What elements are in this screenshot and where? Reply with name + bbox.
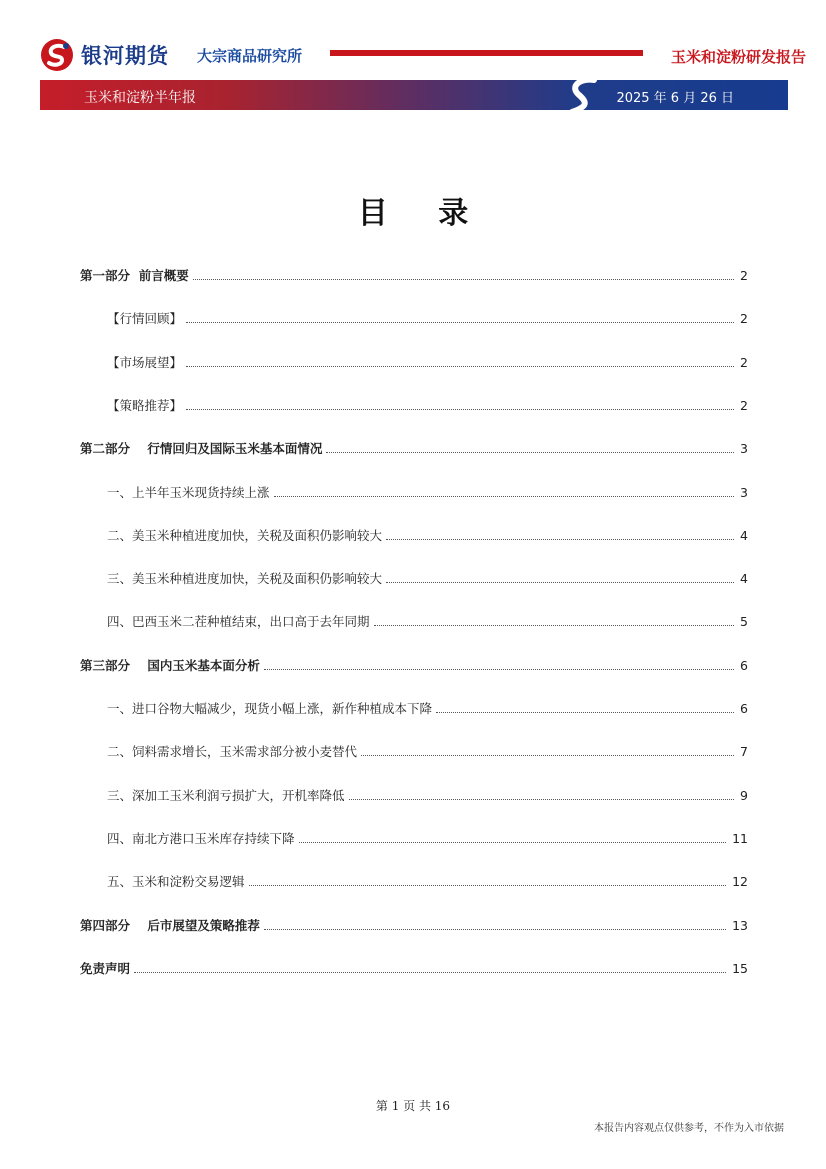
toc-entry[interactable] <box>80 829 748 847</box>
toc-entry-page: 6 <box>740 701 748 716</box>
toc-entry[interactable] <box>80 959 748 977</box>
dot-leader <box>186 321 734 323</box>
toc-entry-page: 12 <box>732 874 748 889</box>
toc-entry-page: 5 <box>740 614 748 629</box>
toc-entry-page: 4 <box>740 528 748 543</box>
dot-leader <box>274 495 735 497</box>
dot-leader <box>264 668 734 670</box>
dot-leader <box>386 538 734 540</box>
header-divider <box>330 50 643 56</box>
toc-entry[interactable] <box>80 526 748 544</box>
swoosh-logo-icon <box>560 76 606 116</box>
dot-leader <box>299 841 727 843</box>
toc-entry-label: 第二部分 行情回归及国际玉米基本面情况 <box>80 441 323 456</box>
toc-entry[interactable] <box>80 266 748 284</box>
toc-entry-label: 【行情回顾】 <box>107 311 183 326</box>
toc-entry[interactable] <box>80 656 748 674</box>
report-type: 玉米和淀粉研发报告 <box>670 48 806 66</box>
footer-disclaimer: 本报告内容观点仅供参考，不作为入市依据 <box>594 1123 784 1134</box>
toc-entry[interactable] <box>80 742 748 760</box>
galaxy-logo-icon <box>40 38 74 72</box>
toc-entry-label: 三、美玉米种植进度加快，关税及面积仍影响较大 <box>107 571 383 586</box>
page-indicator: 第 1 页 共 16 <box>375 1099 451 1113</box>
toc-entry-label: 第一部分 前言概要 <box>80 268 189 283</box>
toc-entry-label: 二、饲料需求增长，玉米需求部分被小麦替代 <box>107 744 358 759</box>
toc-entry-page: 3 <box>740 485 748 500</box>
dot-leader <box>134 971 726 973</box>
dot-leader <box>436 711 734 713</box>
toc-entry-label: 四、巴西玉米二茬种植结束，出口高于去年同期 <box>107 614 370 629</box>
toc-entry[interactable] <box>80 612 748 630</box>
toc-entry-page: 11 <box>732 831 748 846</box>
toc-entry-page: 6 <box>740 658 748 673</box>
dot-leader <box>386 581 734 583</box>
toc-entry[interactable] <box>80 483 748 501</box>
report-date: 2025 年 6 月 26 日 <box>616 91 734 106</box>
toc-entry-label: 第四部分 后市展望及策略推荐 <box>80 918 260 933</box>
toc-entry-label: 【市场展望】 <box>107 355 183 370</box>
dot-leader <box>349 798 735 800</box>
toc-entry-label: 第三部分 国内玉米基本面分析 <box>80 658 260 673</box>
toc-entry-page: 2 <box>740 355 748 370</box>
toc-entry-page: 15 <box>732 961 748 976</box>
toc-entry-label: 一、进口谷物大幅减少，现货小幅上涨，新作种植成本下降 <box>107 701 433 716</box>
toc-entry-page: 7 <box>740 744 748 759</box>
toc-entry[interactable] <box>80 439 748 457</box>
toc-entry[interactable] <box>80 569 748 587</box>
toc-entry-page: 2 <box>740 311 748 326</box>
toc-entry-page: 9 <box>740 788 748 803</box>
toc-entry-label: 一、上半年玉米现货持续上涨 <box>107 485 270 500</box>
toc-entry-page: 3 <box>740 441 748 456</box>
toc-entry[interactable] <box>80 309 748 327</box>
toc-entry[interactable] <box>80 396 748 414</box>
toc-entry-page: 13 <box>732 918 748 933</box>
dot-leader <box>264 928 726 930</box>
dot-leader <box>326 451 734 453</box>
toc-entry-label: 五、玉米和淀粉交易逻辑 <box>107 874 245 889</box>
dot-leader <box>249 884 727 886</box>
toc-entry[interactable] <box>80 699 748 717</box>
dot-leader <box>186 408 734 410</box>
toc-entry[interactable] <box>80 786 748 804</box>
dot-leader <box>361 754 734 756</box>
toc-entry[interactable] <box>80 353 748 371</box>
toc-entry-label: 二、美玉米种植进度加快，关税及面积仍影响较大 <box>107 528 383 543</box>
institute-name: 大宗商品研究所 <box>197 47 303 65</box>
toc-entry-page: 2 <box>740 268 748 283</box>
dot-leader <box>193 278 734 280</box>
toc-entry[interactable] <box>80 916 748 934</box>
banner-title: 玉米和淀粉半年报 <box>84 90 196 106</box>
toc-entry[interactable] <box>80 872 748 890</box>
toc-entry-page: 4 <box>740 571 748 586</box>
page-title: 目 录 <box>357 196 489 231</box>
toc-entry-label: 四、南北方港口玉米库存持续下降 <box>107 831 295 846</box>
toc-entry-label: 免责声明 <box>80 961 131 976</box>
dot-leader <box>186 365 734 367</box>
title-banner <box>40 80 788 110</box>
dot-leader <box>374 624 735 626</box>
toc-entry-label: 【策略推荐】 <box>107 398 183 413</box>
toc-entry-label: 三、深加工玉米利润亏损扩大，开机率降低 <box>107 788 345 803</box>
brand-name: 银河期货 <box>81 44 169 68</box>
toc-entry-page: 2 <box>740 398 748 413</box>
